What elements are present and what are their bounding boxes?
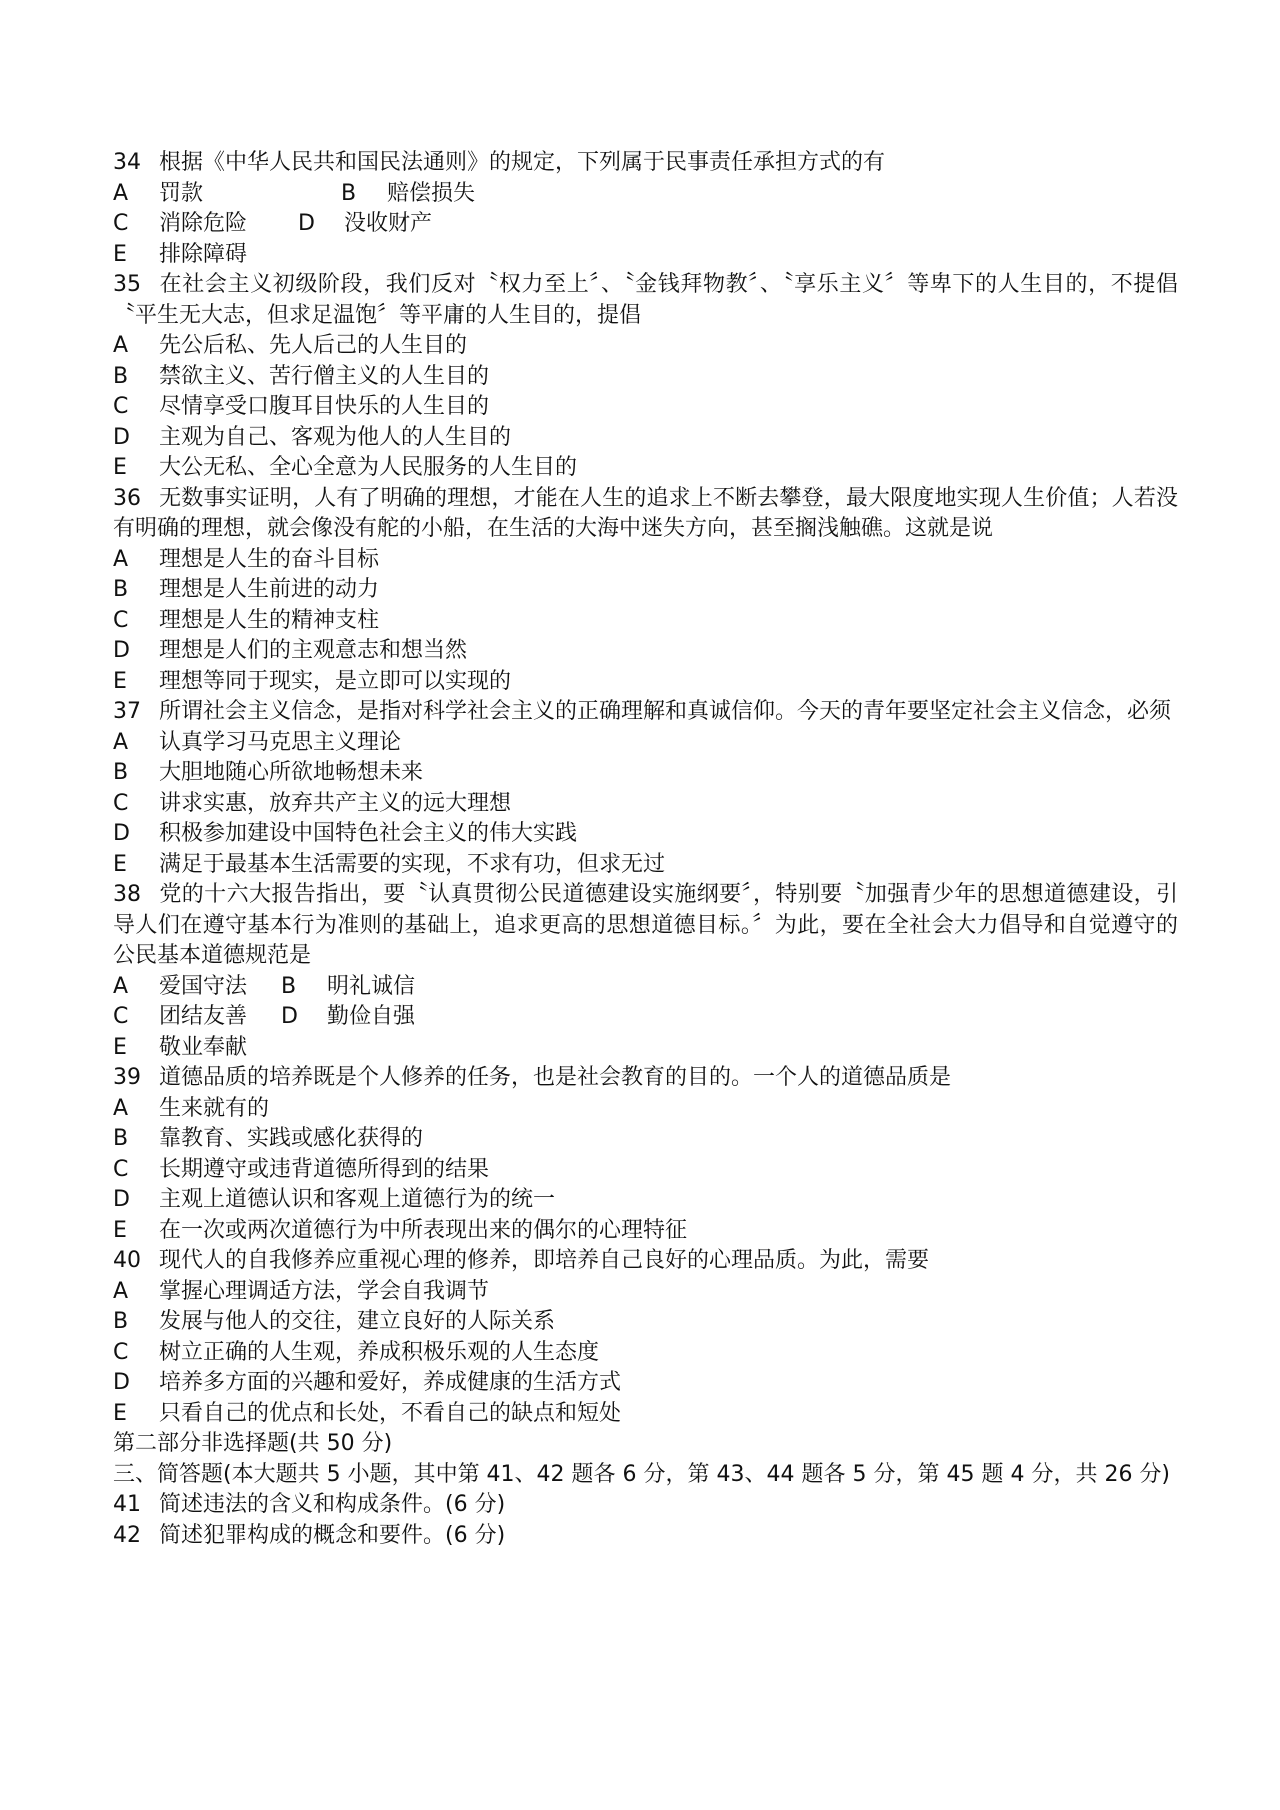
part-two-title: 第二部分非选择题(共 50 分) bbox=[113, 1431, 393, 1456]
option-row bbox=[113, 1094, 1178, 1125]
option-row bbox=[113, 972, 1178, 1003]
option-row bbox=[113, 1368, 1178, 1399]
option-text: 大胆地随心所欲地畅想未来 bbox=[159, 760, 424, 785]
option-letter: C bbox=[113, 394, 129, 419]
option-letter: A bbox=[113, 333, 129, 358]
option-row bbox=[113, 1002, 1178, 1033]
question-text: 现代人的自我修养应重视心理的修养，即培养自己良好的心理品质。为此，需要 bbox=[159, 1248, 930, 1273]
option-text: 罚款 bbox=[159, 180, 204, 206]
option-text: 掌握心理调适方法，学会自我调节 bbox=[159, 1278, 490, 1304]
option-row bbox=[113, 1185, 1178, 1216]
question-39-stem bbox=[113, 1063, 1178, 1094]
option-letter: A bbox=[113, 973, 129, 999]
option-text: 讲求实惠，放弃共产主义的远大理想 bbox=[159, 790, 512, 816]
option-text: 敬业奉献 bbox=[159, 1034, 248, 1060]
option-text: 先公后私、先人后己的人生目的 bbox=[159, 333, 468, 358]
option-letter: A bbox=[113, 546, 129, 572]
option-row bbox=[113, 1399, 1178, 1430]
question-36-stem bbox=[113, 484, 1178, 545]
question-text: 无数事实证明，人有了明确的理想，才能在人生的追求上不断去攀登，最大限度地实现人生价值；人若没有明确的理想，就会像没有舵的小船，在生活的大海中迷失方向，甚至搁浅触礁。这就是说 bbox=[113, 485, 1178, 541]
question-34-stem bbox=[113, 148, 1178, 179]
option-row bbox=[113, 423, 1178, 454]
option-row bbox=[113, 240, 1178, 271]
option-text: 靠教育、实践或感化获得的 bbox=[159, 1126, 424, 1151]
option-row bbox=[113, 209, 1178, 240]
option-text: 主观为自己、客观为他人的人生目的 bbox=[159, 424, 512, 450]
option-letter: B bbox=[113, 363, 129, 389]
option-text: 满足于最基本生活需要的实现，不求有功，但求无过 bbox=[159, 851, 666, 877]
question-text: 在社会主义初级阶段，我们反对〝权力至上〞、〝金钱拜物教〞、〝享乐主义〞等卑下的人生目的，不提倡〝平生无大志，但求足温饱〞等平庸的人生目的，提倡 bbox=[113, 272, 1178, 328]
option-text: 爱国守法 bbox=[159, 973, 248, 999]
option-row bbox=[113, 1033, 1178, 1064]
option-row bbox=[113, 789, 1178, 820]
option-text: 明礼诚信 bbox=[327, 973, 416, 999]
option-text: 大公无私、全心全意为人民服务的人生目的 bbox=[159, 455, 578, 480]
option-text: 团结友善 bbox=[159, 1004, 248, 1029]
question-number: 39 bbox=[113, 1065, 141, 1090]
option-letter: E bbox=[113, 1034, 127, 1060]
option-text: 只看自己的优点和长处，不看自己的缺点和短处 bbox=[159, 1400, 622, 1426]
option-row bbox=[113, 728, 1178, 759]
option-text: 理想是人们的主观意志和想当然 bbox=[159, 638, 468, 663]
question-number: 41 bbox=[113, 1492, 141, 1517]
option-letter: B bbox=[113, 760, 129, 785]
short-answer-item bbox=[113, 1521, 1178, 1552]
option-letter: B bbox=[281, 973, 297, 999]
option-text: 理想是人生前进的动力 bbox=[159, 577, 380, 602]
option-text: 消除危险 bbox=[159, 211, 248, 236]
option-letter: C bbox=[113, 790, 129, 816]
question-40-stem bbox=[113, 1246, 1178, 1277]
option-text: 尽情享受口腹耳目快乐的人生目的 bbox=[159, 394, 490, 419]
option-letter: D bbox=[113, 821, 130, 846]
question-number: 36 bbox=[113, 485, 141, 511]
question-number: 37 bbox=[113, 699, 141, 724]
option-letter: C bbox=[113, 1156, 129, 1182]
option-row bbox=[113, 1155, 1178, 1186]
option-row bbox=[113, 453, 1178, 484]
option-letter: E bbox=[113, 1400, 127, 1426]
option-text: 排除障碍 bbox=[159, 241, 248, 267]
option-text: 禁欲主义、苦行僧主义的人生目的 bbox=[159, 363, 490, 389]
section-title: 三、简答题(本大题共 5 小题，其中第 41、42 题各 6 分，第 43、44 题各 5 分，第 45 题 4 分，共 26 分) bbox=[113, 1461, 1171, 1487]
option-letter: B bbox=[341, 180, 357, 206]
option-letter: C bbox=[113, 211, 129, 236]
question-37-stem bbox=[113, 697, 1178, 728]
option-letter: A bbox=[113, 729, 129, 755]
option-letter: E bbox=[113, 1217, 127, 1243]
option-text: 理想等同于现实，是立即可以实现的 bbox=[159, 668, 512, 694]
option-row bbox=[113, 636, 1178, 667]
option-row bbox=[113, 1338, 1178, 1369]
option-row bbox=[113, 362, 1178, 393]
option-text: 发展与他人的交往，建立良好的人际关系 bbox=[159, 1309, 556, 1334]
option-letter: E bbox=[113, 851, 127, 877]
option-text: 生来就有的 bbox=[159, 1095, 270, 1121]
option-text: 理想是人生的精神支柱 bbox=[159, 607, 380, 633]
option-row bbox=[113, 179, 1178, 210]
option-text: 培养多方面的兴趣和爱好，养成健康的生活方式 bbox=[159, 1370, 622, 1395]
option-letter: D bbox=[298, 211, 315, 236]
option-row bbox=[113, 606, 1178, 637]
option-letter: E bbox=[113, 241, 127, 267]
option-text: 没收财产 bbox=[344, 211, 433, 236]
option-row bbox=[113, 331, 1178, 362]
option-letter: C bbox=[113, 1004, 129, 1029]
option-row bbox=[113, 819, 1178, 850]
option-letter: D bbox=[113, 424, 130, 450]
option-letter: B bbox=[113, 1126, 129, 1151]
option-text: 勤俭自强 bbox=[327, 1004, 416, 1029]
question-number: 38 bbox=[113, 882, 141, 907]
option-row bbox=[113, 392, 1178, 423]
question-text: 简述违法的含义和构成条件。(6 分) bbox=[159, 1492, 506, 1517]
option-letter: A bbox=[113, 180, 129, 206]
option-letter: D bbox=[113, 1370, 130, 1395]
option-text: 认真学习马克思主义理论 bbox=[159, 729, 402, 755]
option-letter: E bbox=[113, 455, 127, 480]
question-number: 35 bbox=[113, 272, 141, 297]
exam-page bbox=[113, 148, 1178, 1551]
question-text: 根据《中华人民共和国民法通则》的规定，下列属于民事责任承担方式的有 bbox=[159, 150, 886, 175]
option-text: 树立正确的人生观，养成积极乐观的人生态度 bbox=[159, 1339, 600, 1365]
option-letter: B bbox=[113, 577, 129, 602]
question-text: 道德品质的培养既是个人修养的任务，也是社会教育的目的。一个人的道德品质是 bbox=[159, 1065, 952, 1090]
option-text: 主观上道德认识和客观上道德行为的统一 bbox=[159, 1187, 556, 1212]
option-row bbox=[113, 667, 1178, 698]
question-number: 34 bbox=[113, 150, 141, 175]
option-row bbox=[113, 1216, 1178, 1247]
option-letter: B bbox=[113, 1309, 129, 1334]
option-letter: C bbox=[113, 607, 129, 633]
question-text: 党的十六大报告指出，要〝认真贯彻公民道德建设实施纲要〞，特别要〝加强青少年的思想道德建设，引导人们在遵守基本行为准则的基础上，追求更高的思想道德目标。〞为此，要在全社会大力倡导和自觉遵守的公民基本道德规范是 bbox=[113, 882, 1178, 968]
option-letter: A bbox=[113, 1095, 129, 1121]
option-text: 理想是人生的奋斗目标 bbox=[159, 546, 380, 572]
option-text: 在一次或两次道德行为中所表现出来的偶尔的心理特征 bbox=[159, 1217, 688, 1243]
option-row bbox=[113, 545, 1178, 576]
question-38-stem bbox=[113, 880, 1178, 972]
option-letter: D bbox=[281, 1004, 298, 1029]
question-text: 简述犯罪构成的概念和要件。(6 分) bbox=[159, 1522, 506, 1548]
option-row bbox=[113, 575, 1178, 606]
option-row bbox=[113, 1124, 1178, 1155]
option-text: 长期遵守或违背道德所得到的结果 bbox=[159, 1156, 490, 1182]
option-row bbox=[113, 850, 1178, 881]
option-letter: C bbox=[113, 1339, 129, 1365]
question-text: 所谓社会主义信念，是指对科学社会主义的正确理解和真诚信仰。今天的青年要坚定社会主义信念，必须 bbox=[159, 699, 1172, 724]
question-number: 42 bbox=[113, 1522, 141, 1548]
short-answer-item bbox=[113, 1490, 1178, 1521]
question-35-stem bbox=[113, 270, 1178, 331]
option-row bbox=[113, 758, 1178, 789]
option-letter: E bbox=[113, 668, 127, 694]
option-letter: D bbox=[113, 1187, 130, 1212]
option-letter: D bbox=[113, 638, 130, 663]
option-text: 积极参加建设中国特色社会主义的伟大实践 bbox=[159, 821, 578, 846]
question-number: 40 bbox=[113, 1248, 141, 1273]
option-row bbox=[113, 1277, 1178, 1308]
option-text: 赔偿损失 bbox=[387, 180, 476, 206]
option-letter: A bbox=[113, 1278, 129, 1304]
option-row bbox=[113, 1307, 1178, 1338]
